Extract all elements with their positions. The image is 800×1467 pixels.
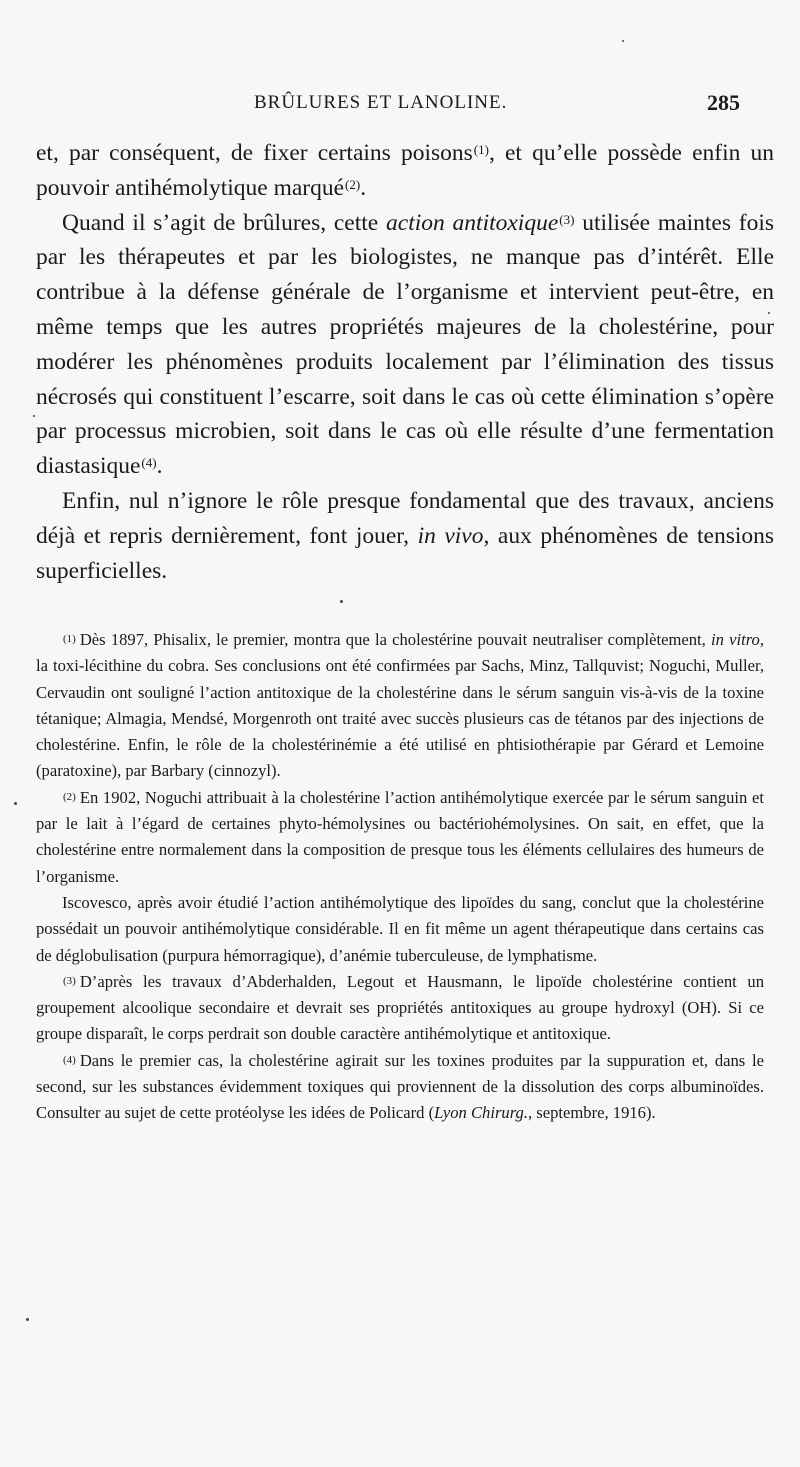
text-run: , la toxi-lécithine du cobra. Ses conclusions ont été confirmées par Sachs, Minz, Tallquvist; Noguchi, Muller, Cervaudin ont souligné l’action antitoxique de la cholestérine dans le sérum sanguin vis-à-vis de la toxine tétanique; Almagia, Mendsé, Morgenroth ont traité avec succès plusieurs cas de tétanos par des injections de cholestérine. Enfin, le rôle de la cholestérinémie a été utilisé en phtisiothérapie par Gérard et Lemoine (paratoxine), par Barbary (cinnozyl).: [36, 630, 764, 781]
footnote: [36, 890, 764, 969]
scan-speck: [33, 415, 35, 417]
note-reference: (3): [559, 211, 575, 227]
scan-speck: [622, 40, 624, 42]
footnote: [36, 1048, 764, 1127]
italic-text: in vivo: [417, 522, 484, 549]
italic-text: action antitoxique: [386, 209, 559, 236]
text-run: Enfin, nul n’ignore le rôle presque fondamental que des travaux, anciens déjà et repris dernièrement, font jouer,: [36, 487, 774, 549]
paragraph: [36, 136, 774, 206]
text-run: .: [156, 453, 163, 480]
footnote: [36, 785, 764, 890]
text-run: Iscovesco, après avoir étudié l’action antihémolytique des lipoïdes du sang, conclut que la cholestérine possédait un pouvoir antihémolytique considérable. Il en fit même un agent thérapeutique dans certains cas de déglobulisation (purpura hémorragique), d’anémie tuberculeuse, de lymphatisme.: [36, 892, 764, 965]
page-number: 285: [707, 90, 740, 115]
text-run: , aux phénomènes de tensions superficielles.: [36, 522, 775, 584]
scan-speck: [26, 1318, 29, 1321]
text-run: .: [360, 174, 367, 201]
footnote: [36, 627, 764, 785]
text-run: Dès 1897, Phisalix, le premier, montra que la cholestérine pouvait neutraliser complètement,: [79, 630, 712, 649]
italic-text: in vitro: [711, 630, 760, 649]
note-reference: (4): [141, 455, 157, 471]
main-text: [36, 136, 774, 588]
paragraph: [36, 484, 774, 588]
note-reference: (3): [63, 974, 76, 987]
text-run: , et qu’elle possède enfin un pouvoir antihémolytique marqué: [36, 140, 775, 201]
paragraph: [36, 206, 774, 484]
text-run: et, par conséquent, de fixer certains poisons: [36, 140, 473, 166]
scan-speck: [14, 802, 17, 805]
note-reference: (1): [473, 142, 489, 157]
footnote: [36, 969, 764, 1048]
footnotes: [36, 627, 764, 1127]
scan-speck: [768, 312, 770, 314]
text-run: , septembre, 1916).: [528, 1103, 656, 1123]
running-title: BRÛLURES ET LANOLINE.: [254, 92, 508, 113]
text-run: Quand il s’agit de brûlures, cette: [62, 209, 387, 236]
page-header: [0, 92, 800, 122]
note-reference: (2): [63, 790, 76, 803]
text-run: Dans le premier cas, la cholestérine agirait sur les toxines produites par la suppuration et, dans le second, sur les substances évidemment toxiques qui proviennent de la dissolution des corps albuminoïdes. Consulter au sujet de cette protéolyse les idées de Policard (: [36, 1050, 764, 1123]
text-run: En 1902, Noguchi attribuait à la cholestérine l’action antihémolytique exercée par le sérum sanguin et par le lait à l’égard de certaines phyto-hémolysines ou bactériohémolysines. On sait, en effet, que la cholestérine entre normalement dans la composition de presque tous les éléments cellulaires des humeurs de l’organisme.: [36, 787, 764, 886]
text-run: utilisée maintes fois par les thérapeutes et par les biologistes, ne manque pas d’intérêt. Elle contribue à la défense générale de l’organisme et intervient peut-être, en même temps que les autres propriétés majeures de la cholestérine, pour modérer les phénomènes produits localement par l’élimination des tissus nécrosés qui constituent l’escarre, soit dans le cas où cette élimination s’opère par processus microbien, soit dans le cas où elle résulte d’une fermentation diastasique: [36, 209, 774, 480]
text-run: D’après les travaux d’Abderhalden, Legout et Hausmann, le lipoïde cholestérine contient un groupement alcoolique secondaire et devrait ses propriétés antitoxiques au groupe hydroxyl (OH). Si ce groupe disparaît, le corps perdrait son double caractère antihémolytique et antitoxique.: [36, 971, 764, 1044]
note-reference: (4): [63, 1053, 76, 1066]
note-reference: (2): [345, 176, 361, 192]
italic-text: Lyon Chirurg.: [434, 1103, 528, 1123]
scan-speck: [340, 600, 343, 603]
note-reference: (1): [63, 633, 76, 645]
